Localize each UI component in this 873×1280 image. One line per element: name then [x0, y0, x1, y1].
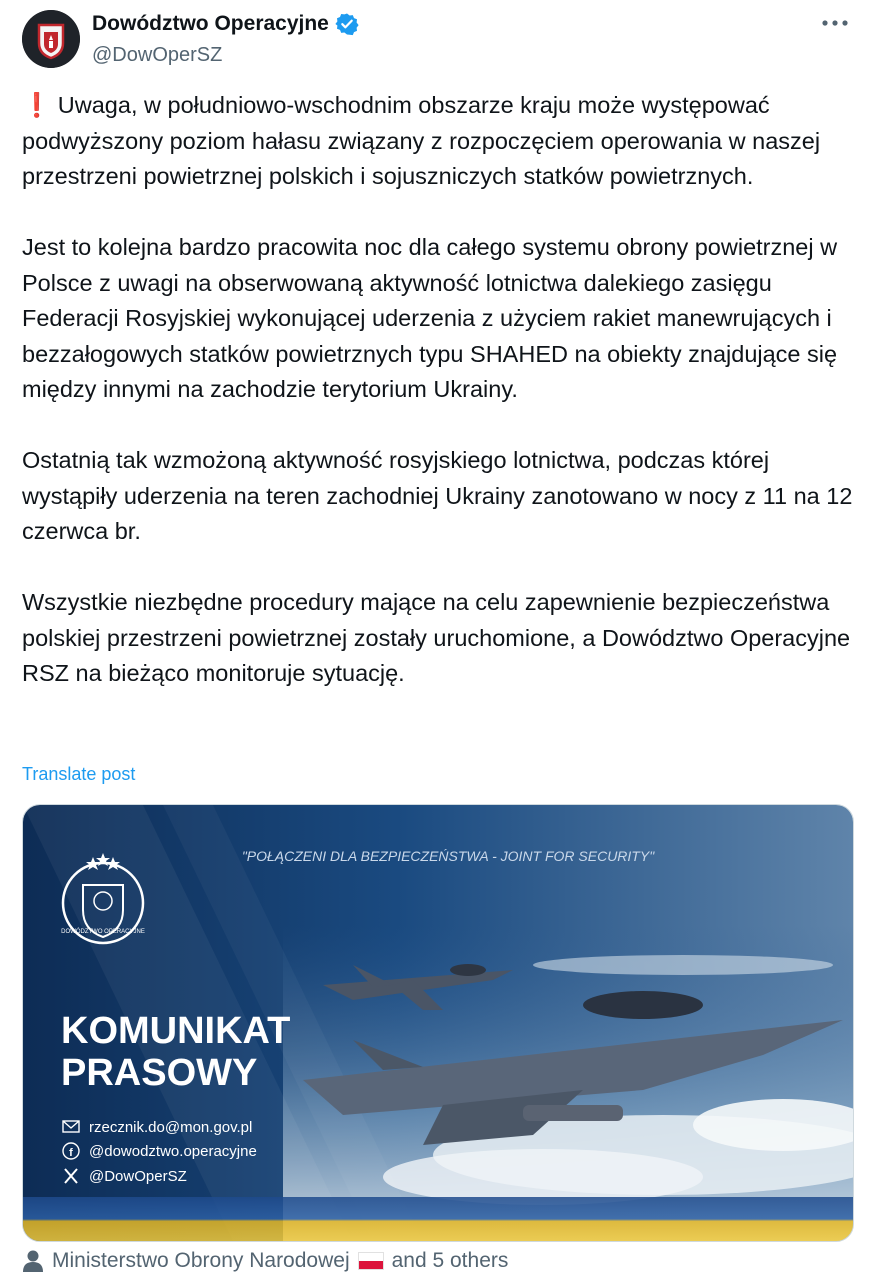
- contact-email: rzecznik.do@mon.gov.pl: [89, 1119, 253, 1136]
- svg-text:DOWÓDZTWO OPERACYJNE: DOWÓDZTWO OPERACYJNE: [61, 929, 145, 935]
- tagged-users[interactable]: [22, 1244, 508, 1278]
- verified-badge-icon: [335, 12, 359, 36]
- author-handle[interactable]: @DowOperSZ: [92, 44, 223, 66]
- svg-text:f: f: [69, 1147, 73, 1159]
- poland-flag-icon: [358, 1252, 384, 1270]
- press-release-image[interactable]: [22, 804, 854, 1242]
- author-name[interactable]: [92, 10, 359, 38]
- contact-facebook: @dowodztwo.operacyjne: [89, 1143, 257, 1160]
- more-options-button[interactable]: [817, 8, 853, 38]
- tagged-others[interactable]: and 5 others: [391, 1249, 509, 1272]
- tweet-paragraph-1: ❗ Uwaga, w południowo-wschodnim obszarze kraju może występować podwyższony poziom hałasu związany z rozpoczęciem operowania w naszej przestrzeni powietrznej polskich i sojuszniczych statków powietrznych.: [22, 92, 821, 189]
- slogan-text: "POŁĄCZENI DLA BEZPIECZEŃSTWA - JOINT FOR SECURITY": [241, 848, 655, 864]
- tweet-paragraph-2: Jest to kolejna bardzo pracowita noc dla całego systemu obrony powietrznej w Polsce z uwagi na obserwowaną aktywność lotnictwa dalekiego zasięgu Federacji Rosyjskiej wykonującej uderzenia z użyciem rakiet manewrujących i bezzałogowych statków powietrznych typu SHAHED na obiekty znajdujące się między innymi na zachodzie terytorium Ukrainy.: [22, 234, 838, 402]
- tweet-paragraph-4: Wszystkie niezbędne procedury mające na celu zapewnienie bezpieczeństwa polskiej przestrzeni powietrznej zostały uruchomione, a Dowództwo Operacyjne RSZ na bieżąco monitoruje sytuację.: [22, 589, 851, 686]
- unit-emblem-icon: [22, 10, 80, 68]
- author-name-text[interactable]: Dowództwo Operacyjne: [92, 12, 329, 35]
- person-icon: [22, 1249, 44, 1273]
- tweet-paragraph-3: Ostatnią tak wzmożoną aktywność rosyjskiego lotnictwa, podczas której wystąpiły uderzenia na teren zachodniej Ukrainy zanotowano w nocy z 11 na 12 czerwca br.: [22, 447, 853, 544]
- avatar[interactable]: [22, 10, 80, 68]
- press-release-graphic: [23, 805, 853, 1241]
- headline-line-1: KOMUNIKAT: [61, 1010, 291, 1052]
- tagged-account-name[interactable]: Ministerstwo Obrony Narodowej: [52, 1249, 350, 1272]
- headline-line-2: PRASOWY: [61, 1052, 258, 1094]
- contact-x: @DowOperSZ: [89, 1168, 187, 1185]
- tweet-text: [22, 88, 857, 692]
- more-dots-icon: [821, 19, 849, 27]
- translate-post-link[interactable]: Translate post: [22, 764, 136, 784]
